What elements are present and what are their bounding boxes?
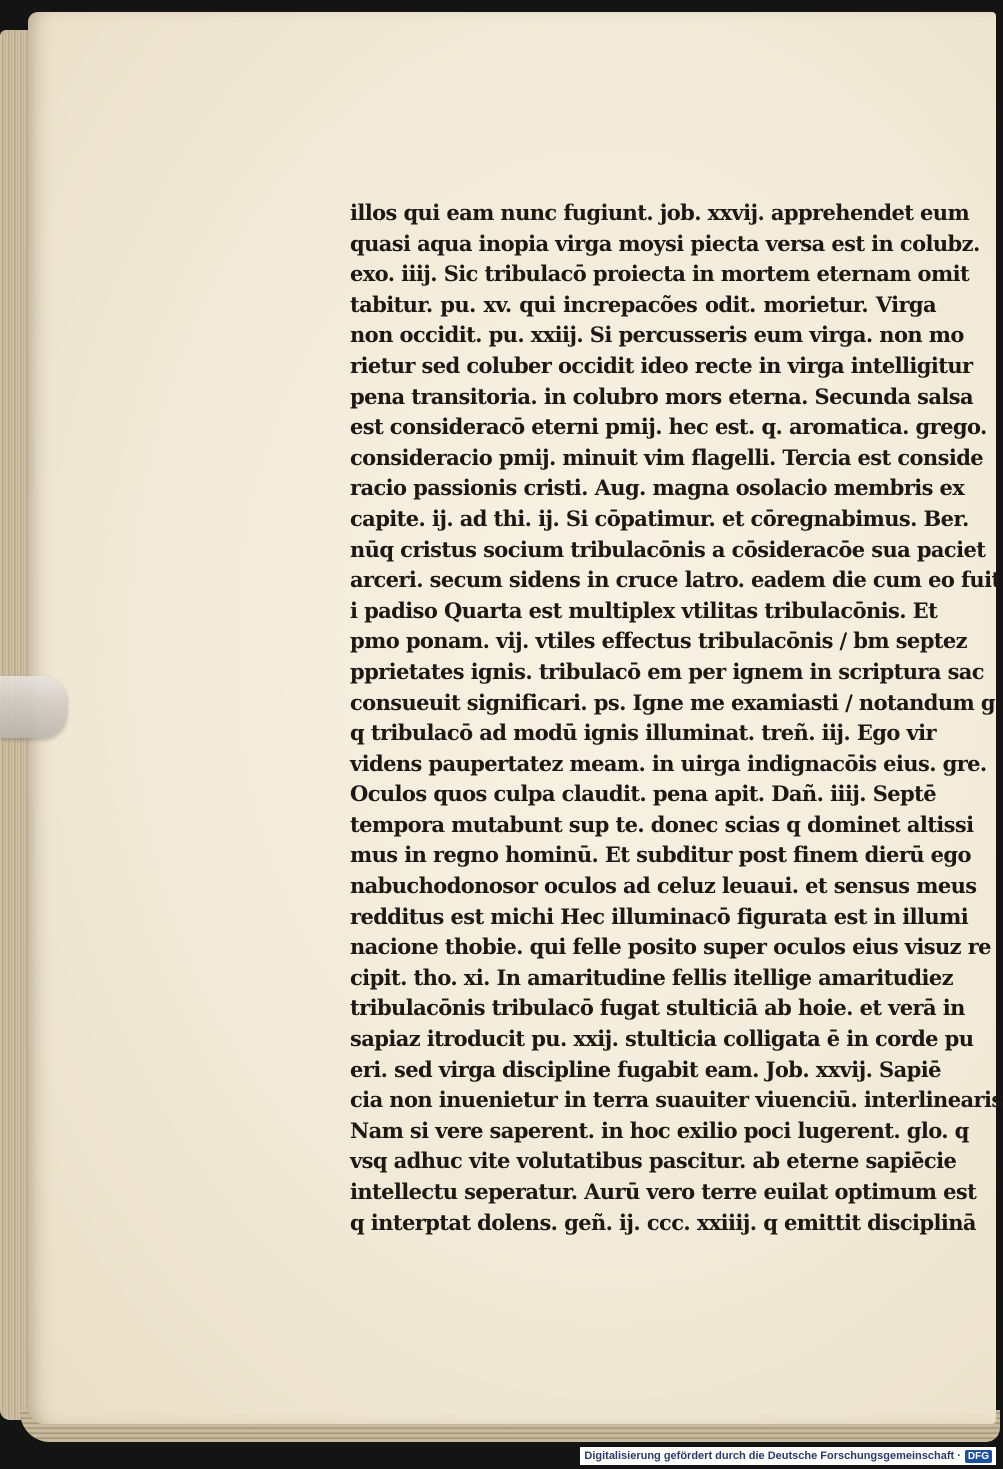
text-line: vsq adhuc vite volutatibus pascitur. ab eterne sapiēcie bbox=[350, 1148, 957, 1174]
text-line: pmo ponam. vij. vtiles effectus tribulacōnis / bm septez bbox=[350, 628, 967, 654]
text-line: sapiaz itroducit pu. xxij. stulticia colligata ē in corde pu bbox=[350, 1026, 974, 1052]
text-line: eri. sed virga discipline fugabit eam. Job. xxvij. Sapiē bbox=[350, 1056, 941, 1082]
text-line: illos qui eam nunc fugiunt. job. xxvij. apprehendet eum bbox=[350, 200, 970, 225]
text-line: nacione thobie. qui felle posito super oculos eius visuz re bbox=[350, 934, 991, 960]
dfg-logo-icon: DFG bbox=[965, 1450, 992, 1463]
text-line: q tribulacō ad modū ignis illuminat. treñ. iij. Ego vir bbox=[350, 720, 936, 746]
book-page bbox=[28, 12, 1003, 1424]
text-line: arceri. secum sidens in cruce latro. eadem die cum eo fuit bbox=[350, 567, 1001, 593]
text-line: i padiso Quarta est multiplex vtilitas tribulacōnis. Et bbox=[350, 597, 938, 623]
text-line: tribulacōnis tribulacō fugat stulticiā ab hoie. et verā in bbox=[350, 995, 965, 1021]
text-line: rietur sed coluber occidit ideo recte in virga intelligitur bbox=[350, 352, 973, 378]
text-line: consideracio pmij. minuit vim flagelli. Tercia est conside bbox=[350, 444, 984, 470]
footer-credit bbox=[580, 1447, 996, 1465]
text-line: Nam si vere saperent. in hoc exilio poci lugerent. glo. q bbox=[350, 1117, 969, 1143]
footer-text: Digitalisierung gefördert durch die Deutsche Forschungsgemeinschaft · bbox=[584, 1450, 961, 1462]
text-line: nabuchodonosor oculos ad celuz leuaui. et sensus meus bbox=[350, 873, 977, 899]
text-line: cipit. tho. xi. In amaritudine fellis itellige amaritudiez bbox=[350, 964, 953, 990]
text-line: capite. ij. ad thi. ij. Si cōpatimur. et cōregnabimus. Ber. bbox=[350, 505, 969, 531]
text-line: racio passionis cristi. Aug. magna osolacio membris ex bbox=[350, 475, 965, 501]
text-line: tempora mutabunt sup te. donec scias q dominet altissi bbox=[350, 811, 974, 837]
text-line: cia non inuenietur in terra suauiter viuenciū. interlinearis bbox=[350, 1087, 1003, 1113]
text-line: Oculos quos culpa claudit. pena apit. Dañ. iiij. Septē bbox=[350, 781, 936, 807]
text-line: consueuit significari. ps. Igne me examiasti / notandum g bbox=[350, 689, 995, 715]
text-line: redditus est michi Hec illuminacō figurata est in illumi bbox=[350, 903, 969, 929]
text-line: pena transitoria. in colubro mors eterna. Secunda salsa bbox=[350, 383, 974, 409]
page-clip bbox=[0, 676, 66, 738]
text-line: tabitur. pu. xv. qui increpacões odit. morietur. Virga bbox=[350, 291, 936, 317]
text-line: mus in regno hominū. Et subditur post finem dierū ego bbox=[350, 842, 971, 868]
text-line: videns paupertatez meam. in uirga indignacōis eius. gre. bbox=[350, 750, 987, 776]
text-line: est consideracō eterni pmij. hec est. q. aromatica. grego. bbox=[350, 414, 987, 440]
printed-text-block bbox=[350, 198, 1003, 1238]
text-line: non occidit. pu. xxiij. Si percusseris eum virga. non mo bbox=[350, 322, 964, 348]
text-line: nūq cristus socium tribulacōnis a cōsideracōe sua paciet bbox=[350, 536, 986, 562]
text-line: q interptat dolens. geñ. ij. ccc. xxiiij. q emittit disciplinā bbox=[350, 1209, 976, 1235]
text-line: intellectu seperatur. Aurū vero terre euilat optimum est bbox=[350, 1179, 977, 1204]
text-line: quasi aqua inopia virga moysi piecta versa est in colubz. bbox=[350, 230, 980, 256]
text-line: exo. iiij. Sic tribulacō proiecta in mortem eternam omit bbox=[350, 261, 970, 287]
text-line: pprietates ignis. tribulacō em per ignem in scriptura sac bbox=[350, 658, 984, 684]
